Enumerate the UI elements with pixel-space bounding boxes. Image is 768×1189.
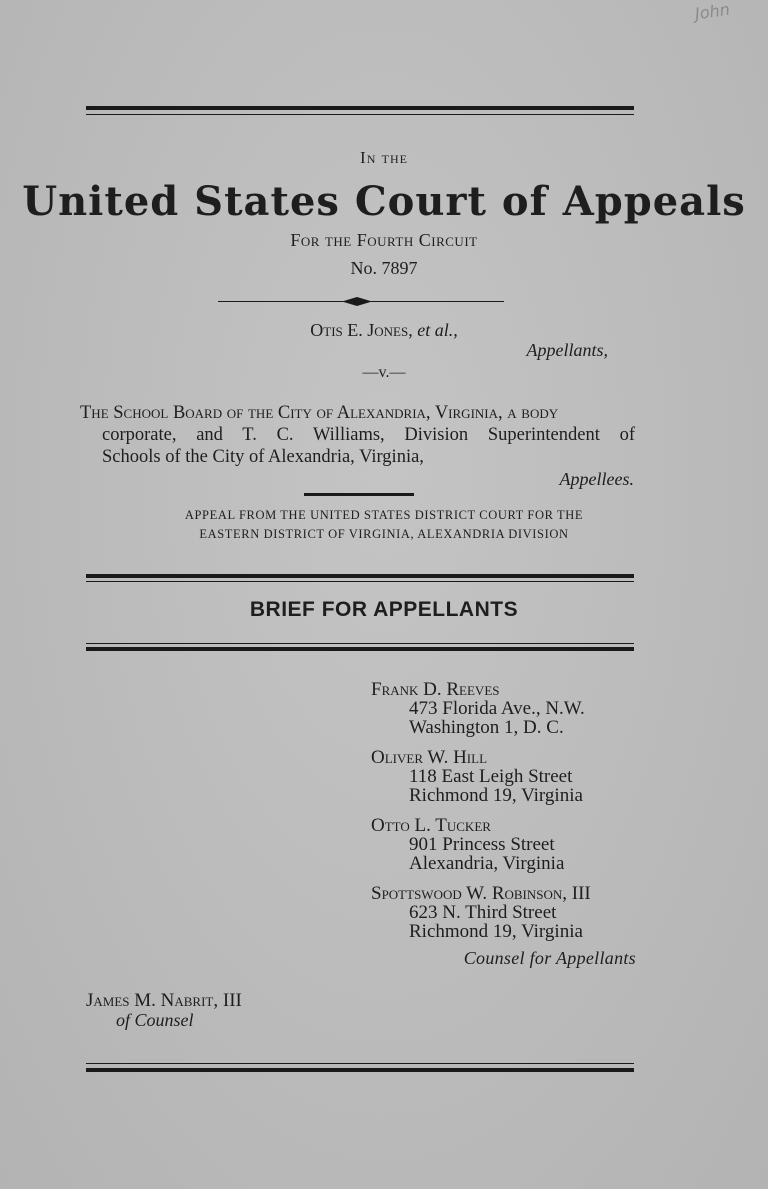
case-number: No. 7897 — [350, 258, 418, 278]
counsel-address-line: Richmond 19, Virginia — [409, 785, 583, 806]
counsel-address-line: 473 Florida Ave., N.W. — [409, 698, 585, 719]
counsel-entry — [371, 884, 591, 941]
appellees-line-3: Schools of the City of Alexandria, Virginia, — [102, 447, 424, 467]
versus-label: —v.— — [362, 364, 406, 381]
counsel-for-label: Counsel for Appellants — [463, 948, 636, 968]
counsel-list — [371, 680, 591, 941]
of-counsel-name: James M. Nabrit, III — [86, 990, 242, 1011]
diamond-ornament-icon — [342, 297, 372, 306]
counsel-name: Frank D. Reeves — [371, 679, 500, 700]
handwritten-annotation: John — [694, 0, 732, 24]
counsel-entry — [371, 680, 591, 737]
brief-rule-bottom-thick — [86, 647, 634, 651]
in-the-label: In the — [360, 148, 408, 167]
appellants-et-al: et al., — [417, 320, 458, 340]
appellants-name: Otis E. Jones, — [310, 320, 413, 340]
appellees-line-1: The School Board of the City of Alexandria, Virginia, a body — [80, 403, 559, 423]
bottom-rule-thick — [86, 1068, 634, 1072]
appeal-line-2: EASTERN DISTRICT OF VIRGINIA, ALEXANDRIA DIVISION — [199, 527, 569, 541]
brief-title: BRIEF FOR APPELLANTS — [249, 598, 519, 621]
counsel-entry — [371, 816, 591, 873]
counsel-address-line: Richmond 19, Virginia — [409, 921, 583, 942]
counsel-name: Otto L. Tucker — [371, 815, 491, 836]
counsel-address-line: 118 East Leigh Street — [409, 766, 573, 787]
counsel-address-line: Alexandria, Virginia — [409, 853, 565, 874]
counsel-name: Spottswood W. Robinson, III — [371, 883, 591, 904]
counsel-entry — [371, 748, 591, 805]
short-rule — [304, 493, 414, 496]
counsel-address-line: 623 N. Third Street — [409, 902, 557, 923]
top-rule-thick — [86, 106, 634, 110]
bottom-rule-thin — [86, 1063, 634, 1064]
counsel-name: Oliver W. Hill — [371, 747, 488, 768]
of-counsel-label: of Counsel — [116, 1010, 194, 1030]
appellees-line-2: corporate, and T. C. Williams, Division Superintendent of — [102, 425, 635, 445]
appellees-role: Appellees. — [559, 469, 634, 489]
appellants-line — [0, 320, 768, 341]
brief-rule-bottom-thin — [86, 643, 634, 644]
circuit-label: For the Fourth Circuit — [290, 230, 478, 250]
counsel-address-line: 901 Princess Street — [409, 834, 555, 855]
appeal-line-1: APPEAL FROM THE UNITED STATES DISTRICT COURT FOR THE — [184, 508, 584, 522]
appellants-role: Appellants, — [526, 340, 608, 360]
brief-rule-top-thick — [86, 574, 634, 578]
court-name: United States Court of Appeals — [22, 178, 746, 225]
top-rule-thin — [86, 114, 634, 115]
brief-rule-top-thin — [86, 581, 634, 582]
counsel-address-line: Washington 1, D. C. — [409, 717, 564, 738]
